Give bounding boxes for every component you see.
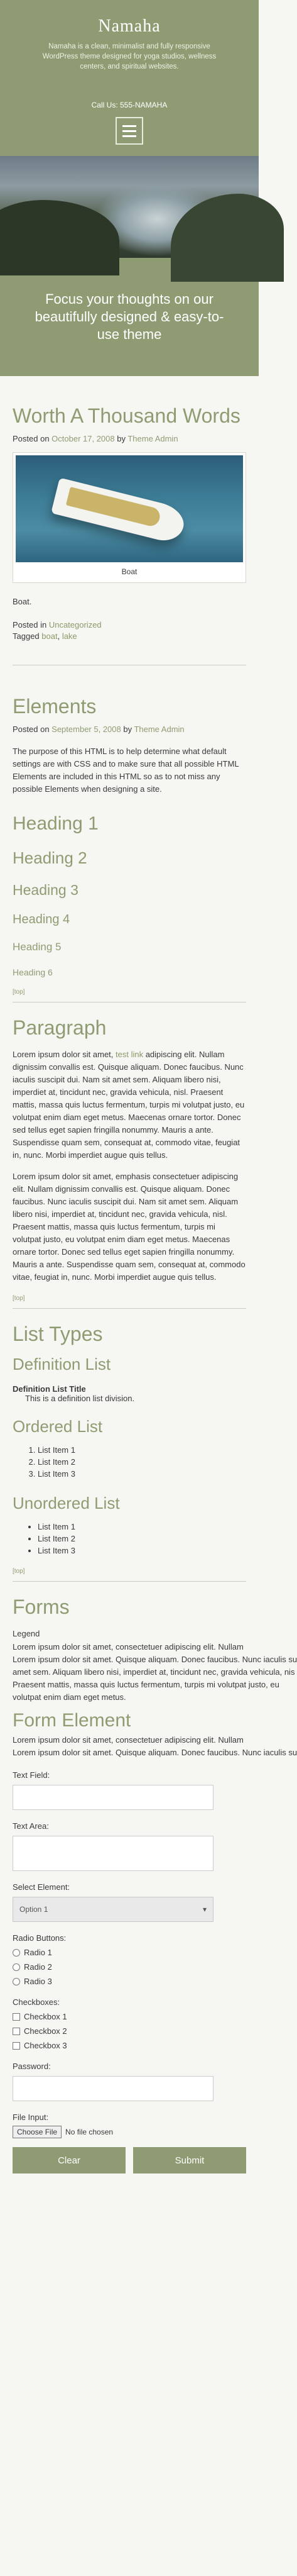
checkbox-option[interactable]: Checkbox 1 (13, 2012, 246, 2021)
heading-6: Heading 6 (13, 967, 53, 977)
checkbox[interactable] (13, 2042, 20, 2050)
definition-term: Definition List Title (13, 1384, 86, 1394)
radio-button[interactable] (13, 1978, 20, 1985)
heading-5: Heading 5 (13, 941, 62, 953)
definition-desc: This is a definition list division. (25, 1394, 135, 1403)
radio-button[interactable] (13, 1949, 20, 1957)
definition-list (13, 1384, 246, 1403)
menu-toggle-button[interactable] (116, 117, 143, 145)
list-item: 1. List Item 1 (38, 1444, 246, 1456)
post-footer: Posted in Uncategorized Tagged boat, lake (13, 620, 102, 641)
select-element[interactable] (13, 1897, 213, 1922)
list-item: • List Item 2 (38, 1533, 246, 1545)
divider (13, 1581, 246, 1582)
chevron-down-icon: ▾ (202, 1905, 207, 1914)
list-item: • List Item 3 (38, 1545, 246, 1557)
list-item: 2. List Item 2 (38, 1456, 246, 1468)
form-element-title: Form Element (13, 1710, 131, 1731)
ordered-list-title: Ordered List (13, 1417, 103, 1436)
hero-image (0, 156, 259, 258)
author-link[interactable]: Theme Admin (127, 434, 178, 443)
post-title[interactable]: Elements (13, 695, 97, 718)
test-link[interactable]: test link (116, 1050, 144, 1059)
hamburger-icon (122, 130, 136, 132)
radio-button[interactable] (13, 1963, 20, 1971)
tagline: Focus your thoughts on our beautifully designed & easy-to-use theme (0, 258, 259, 376)
post-date-link[interactable]: September 5, 2008 (51, 724, 121, 734)
heading-1: Heading 1 (13, 813, 99, 834)
figure-caption: Boat (121, 567, 138, 576)
heading-3: Heading 3 (13, 882, 78, 898)
post-excerpt: Boat. (13, 597, 32, 606)
main-content (0, 404, 297, 2174)
author-link[interactable]: Theme Admin (134, 724, 185, 734)
unordered-list-title: Unordered List (13, 1494, 120, 1513)
password-field[interactable] (13, 2076, 213, 2101)
legend: Legend (13, 1629, 40, 1638)
site-description: Namaha is a clean, minimalist and fully responsive WordPress theme designed for yoga studios, wellness centers, and spiritual websites. (42, 43, 217, 70)
site-title[interactable]: Namaha (98, 16, 161, 36)
boat-image[interactable] (16, 455, 243, 562)
boat-figure (13, 452, 246, 583)
radio-label: Radio Buttons: (13, 1933, 67, 1943)
hamburger-icon (122, 125, 136, 127)
radio-option[interactable]: Radio 1 (13, 1948, 246, 1957)
file-input[interactable] (13, 2126, 246, 2138)
hamburger-icon (122, 135, 136, 137)
ordered-list (38, 1444, 246, 1480)
form-element-text: Lorem ipsum dolor sit amet, consectetuer adipiscing elit. Nullam Lorem ipsum dolor sit amet. Quisque aliquam. Donec faucibus. Nunc iaculis su (13, 1735, 297, 1757)
tag-link-lake[interactable]: lake (62, 631, 77, 641)
top-link[interactable]: [top] (13, 989, 25, 996)
checkbox-option[interactable]: Checkbox 2 (13, 2026, 246, 2036)
radio-option[interactable]: Radio 2 (13, 1962, 246, 1972)
tag-link-boat[interactable]: boat (41, 631, 58, 641)
divider (13, 1308, 246, 1309)
checkbox[interactable] (13, 2028, 20, 2035)
legend-text: Lorem ipsum dolor sit amet, consectetuer adipiscing elit. Nullam Lorem ipsum dolor sit amet. Quisque aliquam. Donec faucibus. Nunc iaculis su amet sem. Aliquam libero nisi, imperdiet at, tincidunt nec, gravida vehicula, nis Praesent mattis, massa quis luctus fermentum, turpis mi volutpat justo, eu volutpat enim diam eget metus. (13, 1642, 297, 1702)
list-item: 3. List Item 3 (38, 1468, 246, 1480)
list-item: • List Item 1 (38, 1521, 246, 1533)
category-link[interactable]: Uncategorized (48, 620, 102, 630)
checkbox[interactable] (13, 2013, 20, 2021)
clear-button[interactable]: Clear (13, 2147, 126, 2174)
heading-2: Heading 2 (13, 848, 87, 867)
definition-list-title: Definition List (13, 1355, 111, 1374)
password-label: Password: (13, 2062, 51, 2071)
post-title[interactable]: Worth A Thousand Words (13, 404, 240, 427)
text-field-label: Text Field: (13, 1770, 50, 1780)
forms-title: Forms (13, 1596, 70, 1618)
checkbox-option[interactable]: Checkbox 3 (13, 2041, 246, 2050)
choose-file-button[interactable]: Choose File (13, 2126, 62, 2138)
posted-on-label: Posted on (13, 434, 52, 443)
call-us: Call Us: 555-NAMAHA (91, 101, 168, 109)
unordered-list (38, 1521, 246, 1557)
site-header (0, 0, 259, 156)
heading-4: Heading 4 (13, 913, 70, 926)
top-link[interactable]: [top] (13, 1295, 25, 1302)
list-types-title: List Types (13, 1323, 103, 1345)
file-input-label: File Input: (13, 2112, 49, 2122)
form-buttons (13, 2147, 246, 2174)
submit-button[interactable]: Submit (133, 2147, 246, 2174)
post-meta (13, 434, 246, 443)
post-meta: Posted on September 5, 2008 by Theme Admin (13, 724, 185, 734)
text-area[interactable] (13, 1836, 213, 1871)
paragraph-title: Paragraph (13, 1016, 107, 1039)
post-date-link[interactable]: October 17, 2008 (51, 434, 115, 443)
text-area-label: Text Area: (13, 1821, 49, 1831)
select-label: Select Element: (13, 1882, 70, 1892)
text-field[interactable] (13, 1785, 213, 1810)
checkbox-label: Checkboxes: (13, 1997, 60, 2007)
file-status: No file chosen (65, 2128, 114, 2136)
paragraph-1: Lorem ipsum dolor sit amet, test link adipiscing elit. Nullam dignissim convallis est. Quisque aliquam. Donec faucibus. Nunc iaculis suscipit dui. Nam sit amet sem. Aliquam libero nisi, imperdiet at, tincidunt nec, gravida vehicula, nisl. Praesent mattis, massa quis luctus fermentum, turpis mi volutpat justo, eu volutpat enim diam eget metus. Maecenas ornare tortor. Donec sed tellus eget sapien fringilla nonummy. Mauris a ante. Suspendisse quam sem, consequat at, commodo vitae, feugiat in, nunc. Morbi imperdiet augue quis tellus. (13, 1050, 245, 1160)
select-value: Option 1 (19, 1905, 48, 1914)
radio-option[interactable]: Radio 3 (13, 1977, 246, 1986)
post-intro: The purpose of this HTML is to help determine what default settings are with CSS and to make sure that all possible HTML Elements are included in this HTML so as to not miss any possible Elements when designing a site. (13, 747, 239, 794)
paragraph-2: Lorem ipsum dolor sit amet, emphasis consectetuer adipiscing elit. Nullam dignissim convallis est. Quisque aliquam. Donec faucibus. Nunc iaculis suscipit dui. Nam sit amet sem. Aliquam libero nisi, imperdiet at, tincidunt nec, gravida vehicula, nisl. Praesent mattis, massa quis luctus fermentum, turpis mi volutpat justo, eu volutpat enim diam eget metus. Maecenas ornare tortor. Donec sed tellus eget sapien fringilla nonummy. Mauris a ante. Suspendisse quam sem, consequat at, commodo vitae, feugiat in, nunc. Morbi imperdiet augue quis tellus. (13, 1172, 246, 1282)
by-label: by (114, 434, 128, 443)
top-link[interactable]: [top] (13, 1568, 25, 1575)
